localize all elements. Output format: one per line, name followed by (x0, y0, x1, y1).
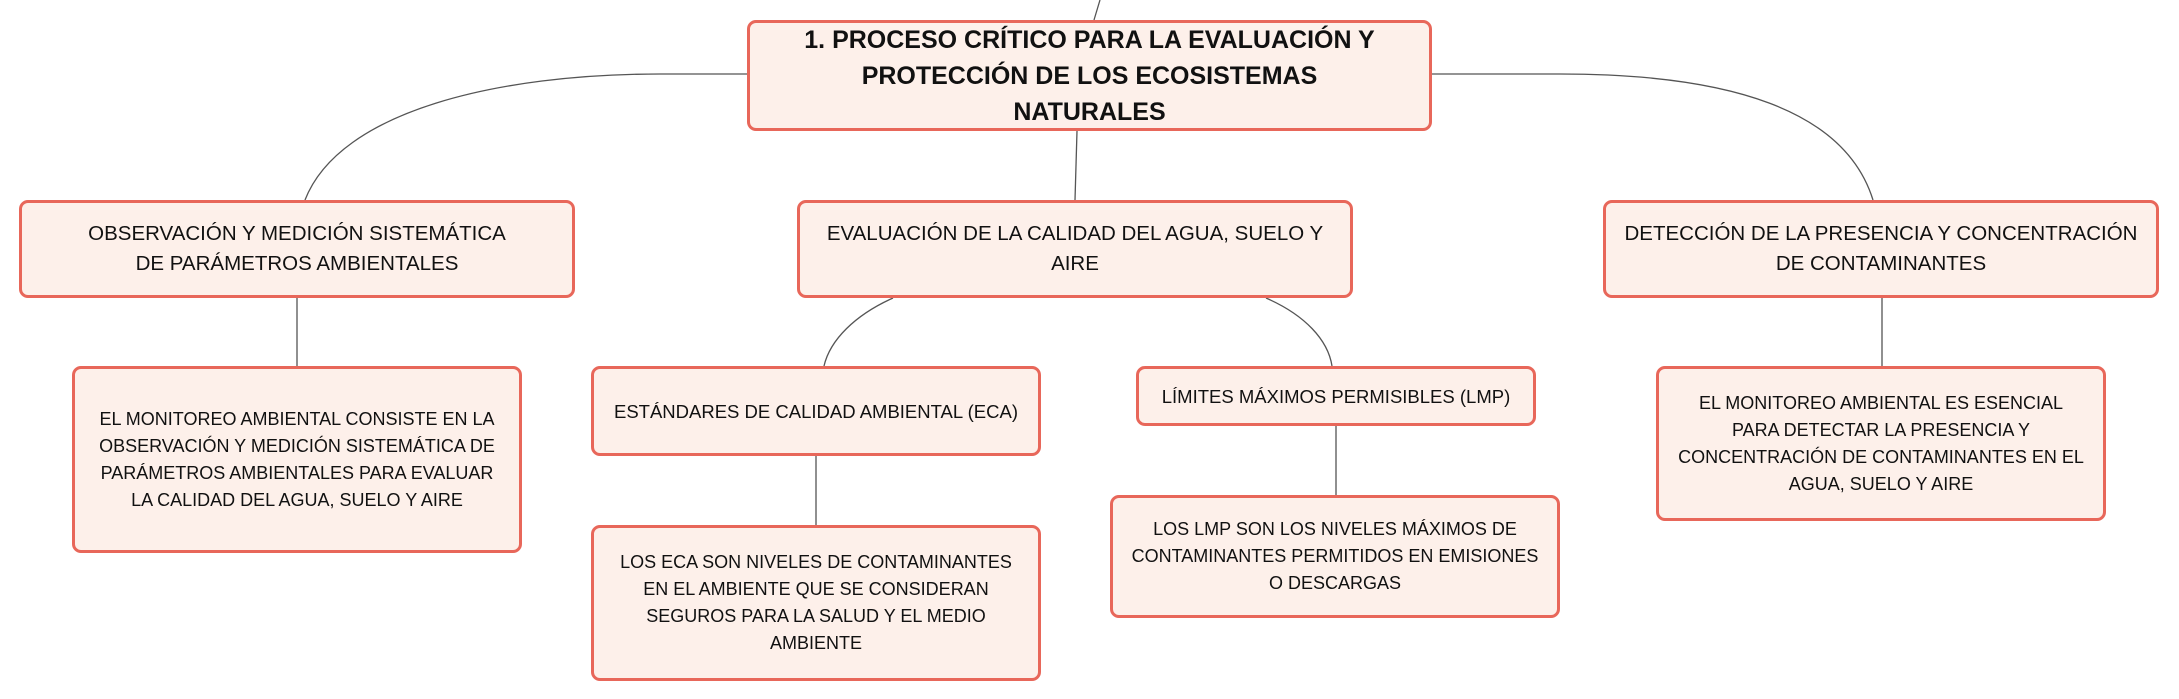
observation-node (19, 200, 575, 298)
detection-node-label: DETECCIÓN DE LA PRESENCIA Y CONCENTRACIÓN DE CONTAMINANTES (1624, 222, 2138, 275)
eca-detail-node (591, 525, 1041, 681)
root-node (747, 20, 1432, 131)
connector-root-evaluation (1075, 131, 1077, 200)
eca-detail-text: LOS ECA SON NIVELES DE CONTAMINANTES EN EL AMBIENTE QUE SE CONSIDERAN SEGUROS PARA LA SALUD Y EL MEDIO AMBIENTE (620, 552, 1012, 653)
observation-detail-text: EL MONITOREO AMBIENTAL CONSISTE EN LA OBSERVACIÓN Y MEDICIÓN SISTEMÁTICA DE PARÁMETROS AMBIENTALES PARA EVALUAR LA CALIDAD DEL AGUA, SUELO Y AIRE (99, 408, 495, 510)
detection-node (1603, 200, 2159, 298)
evaluation-node-label: EVALUACIÓN DE LA CALIDAD DEL AGUA, SUELO Y AIRE (826, 222, 1324, 275)
observation-node-label: OBSERVACIÓN Y MEDICIÓN SISTEMÁTICA DE PARÁMETROS AMBIENTALES (88, 222, 506, 275)
eca-node-label: ESTÁNDARES DE CALIDAD AMBIENTAL (ECA) (613, 400, 1018, 422)
lmp-node (1136, 366, 1536, 426)
evaluation-node (797, 200, 1353, 298)
lmp-node-label: LÍMITES MÁXIMOS PERMISIBLES (LMP) (1161, 385, 1511, 407)
eca-node (591, 366, 1041, 456)
root-node-label: 1. PROCESO CRÍTICO PARA LA EVALUACIÓN Y PROTECCIÓN DE LOS ECOSISTEMAS NATURALES (804, 25, 1375, 126)
detection-detail-text: EL MONITOREO AMBIENTAL ES ESENCIAL PARA DETECTAR LA PRESENCIA Y CONCENTRACIÓN DE CONTAMINANTES EN EL AGUA, SUELO Y AIRE (1678, 392, 2084, 494)
lmp-detail-text: LOS LMP SON LOS NIVELES MÁXIMOS DE CONTAMINANTES PERMITIDOS EN EMISIONES O DESCARGAS (1131, 519, 1539, 593)
connector-incoming (1094, 0, 1100, 20)
connector-evaluation-lmp (1266, 298, 1332, 366)
connector-evaluation-eca (824, 298, 893, 366)
connector-root-detection (1432, 74, 1873, 200)
detection-detail-node (1656, 366, 2106, 521)
connector-root-observation (305, 74, 747, 200)
observation-detail-node (72, 366, 522, 553)
lmp-detail-node (1110, 495, 1560, 618)
